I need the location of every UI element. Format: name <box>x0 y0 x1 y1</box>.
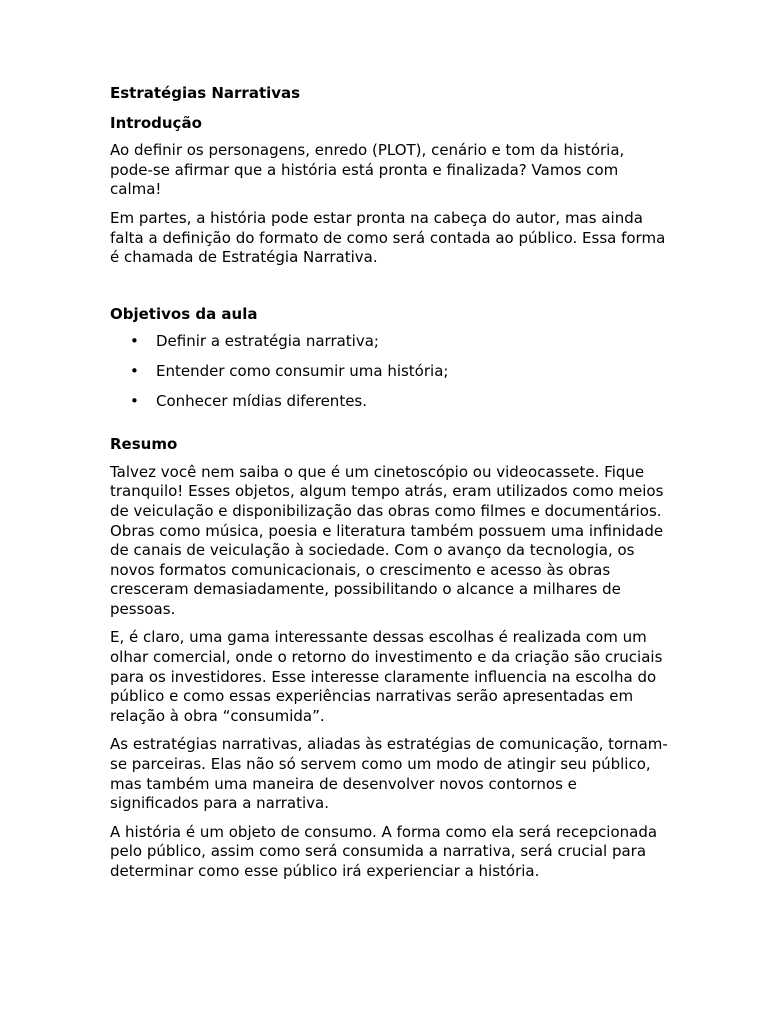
bullet-icon: • <box>130 361 139 380</box>
bullet-icon: • <box>130 332 139 351</box>
intro-heading: Introdução <box>110 113 202 132</box>
objectives-list <box>110 332 670 411</box>
objectives-heading: Objetivos da aula <box>110 304 258 323</box>
intro-paragraph: Ao definir os personagens, enredo (PLOT), cenário e tom da história, pode-se afirmar que a história está pronta e finalizada? Vamos com calma! <box>110 141 625 199</box>
summary-paragraph: Talvez você nem saiba o que é um cinetoscópio ou videocassete. Fique tranquilo! Esses objetos, algum tempo atrás, eram utilizados como meios de veiculação e disponibilização das obras como filmes e documentários. Obras como música, poesia e literatura também possuem uma infinidade de canais de veiculação à sociedade. Com o avanço da tecnologia, os novos formatos comunicacionais, o crescimento e acesso às obras cresceram demasiadamente, possibilitando o alcance a milhares de pessoas. <box>110 462 664 618</box>
list-item-text: Entender como consumir uma história; <box>156 361 449 380</box>
summary-paragraph: As estratégias narrativas, aliadas às estratégias de comunicação, tornam-se parceiras. Elas não só servem como um modo de atingir seu público, mas também uma maneira de desenvolver novos contornos e significados para a narrativa. <box>110 735 668 813</box>
list-item-text: Definir a estratégia narrativa; <box>156 332 379 351</box>
summary-paragraph: E, é claro, uma gama interessante dessas escolhas é realizada com um olhar comercial, onde o retorno do investimento e da criação são cruciais para os investidores. Esse interesse claramente influencia na escolha do público e como essas experiências narrativas serão apresentadas em relação à obra “consumida”. <box>110 628 663 725</box>
document-title: Estratégias Narrativas <box>110 84 301 102</box>
summary-paragraph: A história é um objeto de consumo. A forma como ela será recepcionada pelo público, assim como será consumida a narrativa, será crucial para determinar como esse público irá experienciar a história. <box>110 822 658 880</box>
intro-paragraph: Em partes, a história pode estar pronta na cabeça do autor, mas ainda falta a definição do formato de como será contada ao público. Essa forma é chamada de Estratégia Narrativa. <box>110 208 666 267</box>
section-spacer <box>110 277 670 305</box>
summary-heading: Resumo <box>110 435 178 454</box>
list-item-text: Conhecer mídias diferentes. <box>156 391 368 410</box>
bullet-icon: • <box>130 391 139 410</box>
list-item <box>110 332 670 352</box>
document-page <box>110 84 670 891</box>
list-item <box>110 392 670 412</box>
list-item <box>110 362 670 382</box>
